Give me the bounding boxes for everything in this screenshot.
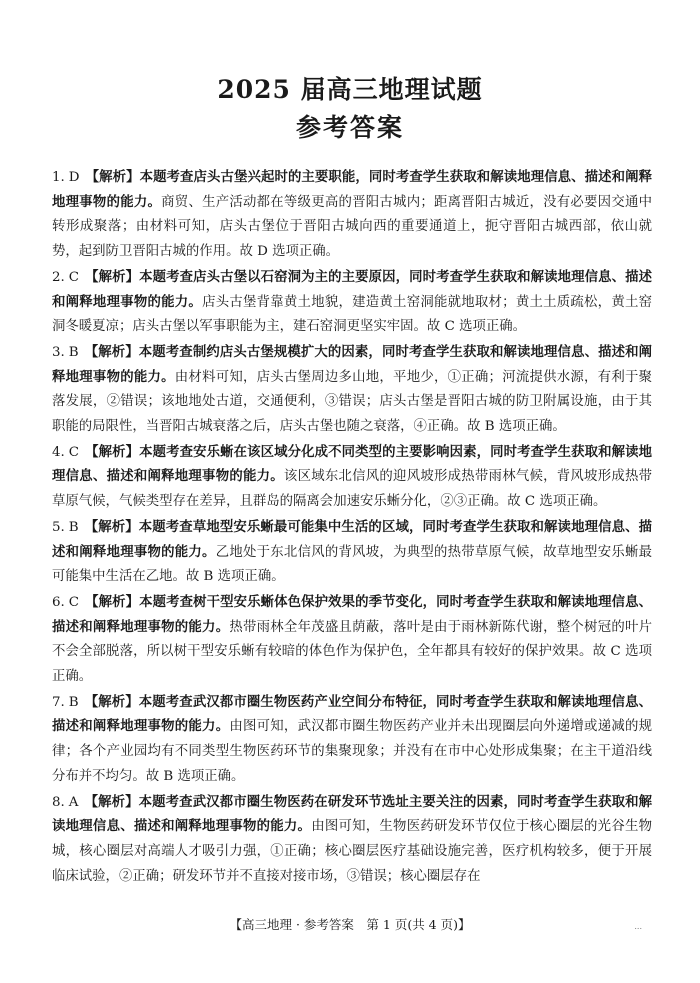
item-answer: C (68, 444, 80, 460)
answer-item (52, 165, 652, 265)
answer-item (52, 590, 652, 690)
item-number: 5. (52, 519, 65, 535)
item-number: 8. (52, 794, 65, 810)
answer-list (52, 165, 652, 889)
item-body: 商贸、生产活动都在等级更高的晋阳古城内；距离晋阳古城近，没有必要因交通中转形成聚落；由材料可知，店头古堡位于晋阳古城向西的重要通道上，扼守晋阳古城西部，依山就势，起到防卫晋阳古城的作用。故 D 选项正确。 (52, 194, 653, 260)
item-answer: C (68, 269, 80, 285)
item-number: 2. (52, 269, 65, 285)
item-lead: 本题考查店头古堡兴起时的主要职能，同时考查学生获取和解读地理信息、描述和阐释地理事物的能力。 (52, 170, 652, 210)
item-body: 乙地处于东北信风的背风坡，为典型的热带草原气候，故草地型安乐蜥最可能集中生活在乙地。故 B 选项正确。 (52, 544, 653, 585)
item-body: 由材料可知，店头古堡周边多山地，平地少，①正确；河流提供水源，有利于聚落发展，②错误；该地地处古道，交通便利，③错误；店头古堡是晋阳古城的防卫附属设施，由于其职能的局限性，当晋阳古城衰落之后，店头古堡也随之衰落，④正确。故 B 选项正确。 (52, 369, 652, 435)
item-answer: B (68, 344, 79, 360)
answer-item (52, 515, 652, 590)
item-answer: B (68, 519, 79, 535)
item-body: 由图可知，生物医药研发环节仅位于核心圈层的光谷生物城，核心圈层对高端人才吸引力强，①正确；核心圈层医疗基础设施完善，医疗机构较多，便于开展临床试验，②正确；研发环节并不直接对接市场，③错误；核心圈层存在 (52, 819, 653, 884)
item-lead: 本题考查武汉都市圈生物医药在研发环节选址主要关注的因素，同时考查学生获取和解读地理信息、描述和阐释地理事物的能力。 (52, 794, 653, 835)
answer-item (52, 265, 652, 340)
item-lead: 本题考查安乐蜥在该区域分化成不同类型的主要影响因素，同时考查学生获取和解读地理信息、描述和阐释地理事物的能力。 (52, 444, 653, 485)
item-number: 7. (52, 694, 65, 710)
analysis-tag: 【解析】 (85, 593, 140, 610)
item-answer: B (68, 694, 79, 710)
item-lead: 本题考查草地型安乐蜥最可能集中生活的区域，同时考查学生获取和解读地理信息、描述和阐释地理事物的能力。 (52, 519, 652, 560)
answer-item (52, 790, 652, 890)
page-footer: 【高三地理 · 参考答案 第 1 页(共 4 页)】 (229, 917, 471, 932)
item-lead: 本题考查树干型安乐蜥体色保护效果的季节变化，同时考查学生获取和解读地理信息、描述和阐释地理事物的能力。 (52, 594, 653, 635)
analysis-tag: 【解析】 (85, 268, 140, 285)
item-body: 该区域东北信风的迎风坡形成热带雨林气候，背风坡形成热带草原气候，气候类型存在差异，且群岛的隔离会加速安乐蜥分化，②③正确。故 C 选项正确。 (52, 469, 653, 510)
item-answer: C (68, 594, 80, 610)
item-lead: 本题考查店头古堡以石窑洞为主的主要原因，同时考查学生获取和解读地理信息、描述和阐释地理事物的能力。 (52, 269, 653, 310)
item-number: 1. (52, 170, 65, 185)
item-number: 6. (52, 594, 65, 610)
answer-item (52, 340, 652, 440)
analysis-tag: 【解析】 (84, 343, 139, 360)
item-number: 3. (52, 344, 65, 360)
page-subtitle: 参考答案 (295, 113, 404, 142)
analysis-tag: 【解析】 (84, 518, 139, 535)
answer-item (52, 690, 652, 790)
item-answer: A (68, 794, 79, 810)
item-lead: 本题考查制约店头古堡规模扩大的因素，同时考查学生获取和解读地理信息、描述和阐释地理事物的能力。 (52, 344, 652, 385)
analysis-tag: 【解析】 (85, 169, 140, 185)
analysis-tag: 【解析】 (84, 793, 139, 810)
item-body: 店头古堡背靠黄土地貌，建造黄土窑洞能就地取材；黄土土质疏松，黄土窑洞冬暖夏凉；店头古堡以军事职能为主，建石窑洞更坚实牢固。故 C 选项正确。 (52, 294, 652, 335)
answer-item (52, 440, 652, 515)
analysis-tag: 【解析】 (85, 443, 140, 460)
item-lead: 本题考查武汉都市圈生物医药产业空间分布特征，同时考查学生获取和解读地理信息、描述和阐释地理事物的能力。 (52, 694, 652, 735)
item-body: 由图可知，武汉都市圈生物医药产业并未出现圈层向外递增或递减的规律；各个产业园均有不同类型生物医药环节的集聚现象；并没有在市中心处形成集聚；在主干道沿线分布并不均匀。故 B 选项正确。 (52, 719, 653, 784)
analysis-tag: 【解析】 (84, 693, 139, 710)
item-body: 热带雨林全年茂盛且荫蔽，落叶是由于雨林新陈代谢，整个树冠的叶片不会全部脱落，所以树干型安乐蜥有较暗的体色作为保护色，全年都具有较好的保护效果。故 C 选项正确。 (52, 619, 653, 685)
item-answer: D (68, 170, 80, 185)
corner-mark: ... (634, 922, 642, 931)
item-number: 4. (52, 444, 65, 460)
page-title: 2025 届高三地理试题 (217, 75, 483, 104)
